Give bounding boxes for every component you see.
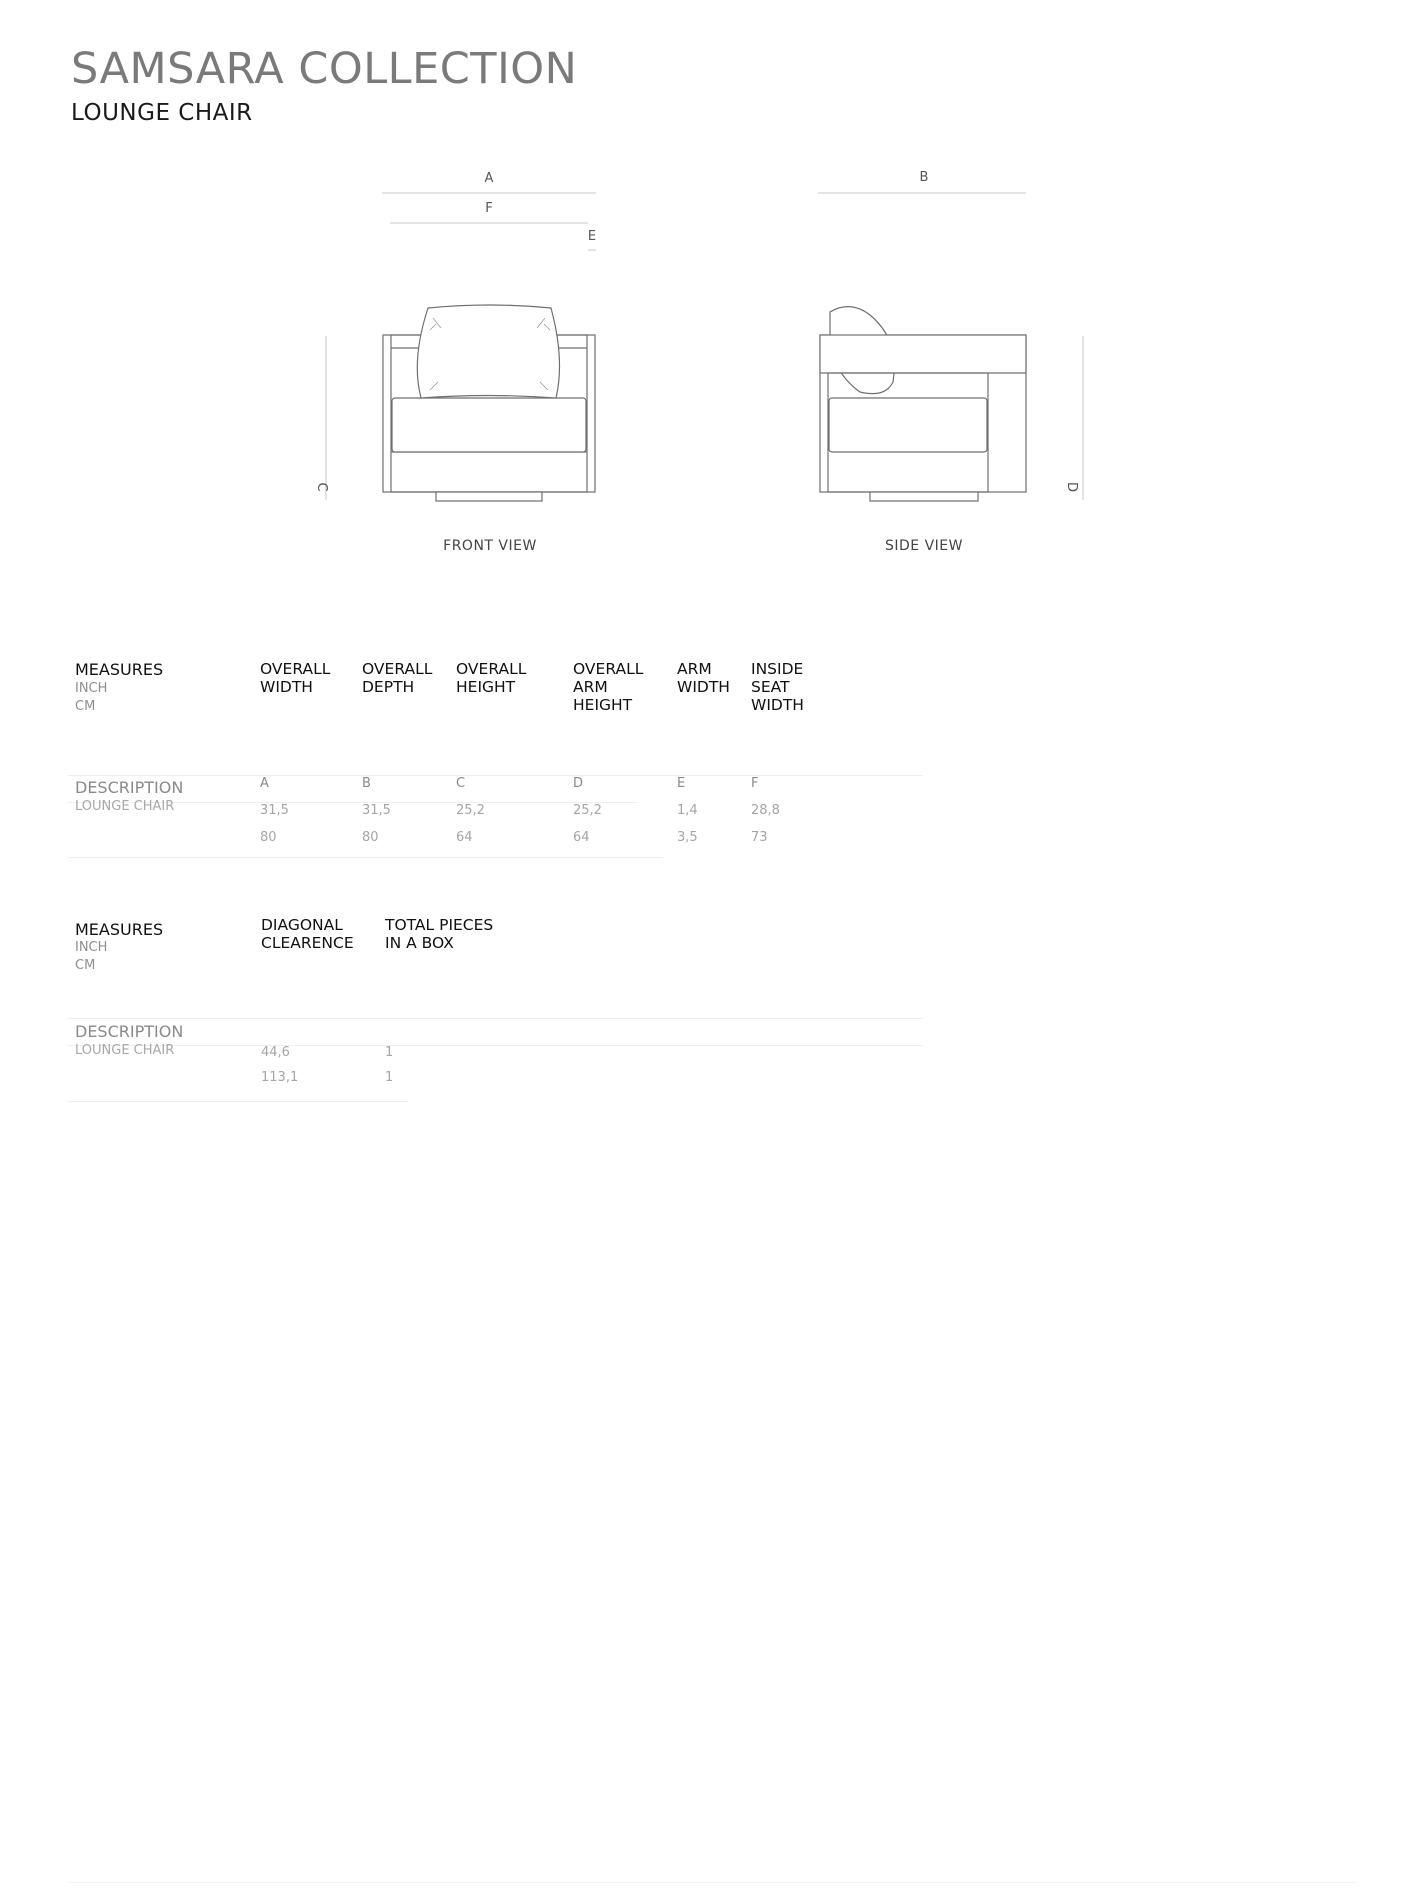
letter-cell: A [260, 776, 269, 791]
table-divider [68, 1045, 923, 1046]
description-label: DESCRIPTION [75, 1022, 184, 1041]
column-header-overall-width: OVERALL WIDTH [260, 660, 331, 696]
cm-value-cell: 73 [751, 830, 768, 845]
side-chair-base [870, 492, 978, 501]
product-label: LOUNGE CHAIR [75, 1043, 175, 1058]
table-divider [68, 775, 923, 776]
inch-value-cell: 44,6 [261, 1045, 290, 1060]
seat-cushion [392, 398, 586, 452]
column-header-inside-seat-width: INSIDE SEAT WIDTH [751, 660, 804, 714]
cm-value-cell: 80 [362, 830, 379, 845]
inch-label: INCH [75, 940, 108, 955]
inch-value-cell: 25,2 [456, 803, 485, 818]
dimension-label-e: E [587, 229, 597, 244]
collection-title: SAMSARA COLLECTION [71, 44, 578, 94]
cm-value-cell: 113,1 [261, 1070, 299, 1085]
cm-value-cell: 80 [260, 830, 277, 845]
product-subtitle: LOUNGE CHAIR [71, 100, 253, 126]
back-pillow [417, 305, 559, 398]
cm-label: CM [75, 958, 96, 973]
dimension-label-f: F [485, 201, 493, 216]
letter-cell: B [362, 776, 371, 791]
cm-label: CM [75, 699, 96, 714]
dimension-label-a: A [484, 171, 494, 186]
column-header-overall-height: OVERALL HEIGHT [456, 660, 527, 696]
measures-label: MEASURES [75, 920, 164, 939]
chair-base [436, 492, 542, 501]
table-divider [68, 857, 663, 858]
letter-cell: F [751, 776, 759, 791]
cm-value-cell: 1 [385, 1070, 394, 1085]
dimension-label-c: C [314, 482, 329, 492]
front-view-label: FRONT VIEW [443, 538, 537, 554]
inch-label: INCH [75, 681, 108, 696]
letter-cell: C [456, 776, 466, 791]
side-view-label: SIDE VIEW [885, 538, 963, 554]
description-label: DESCRIPTION [75, 778, 184, 797]
column-header-arm-width: ARM WIDTH [677, 660, 730, 696]
product-label: LOUNGE CHAIR [75, 799, 175, 814]
cm-value-cell: 64 [456, 830, 473, 845]
column-header-diagonal-clearence: DIAGONAL CLEARENCE [261, 916, 354, 952]
dimension-label-b: B [919, 170, 929, 185]
table-divider [68, 1018, 923, 1019]
inch-value-cell: 28,8 [751, 803, 780, 818]
footer-divider [68, 1882, 1358, 1883]
cm-value-cell: 3,5 [677, 830, 698, 845]
cm-value-cell: 64 [573, 830, 590, 845]
letter-cell: E [677, 776, 686, 791]
column-header-overall-arm-height: OVERALL ARM HEIGHT [573, 660, 644, 714]
dimension-label-d: D [1064, 481, 1079, 493]
inch-value-cell: 1,4 [677, 803, 698, 818]
letter-cell: D [573, 776, 584, 791]
arm-rest [820, 335, 1026, 373]
inch-value-cell: 31,5 [362, 803, 391, 818]
inch-value-cell: 31,5 [260, 803, 289, 818]
technical-drawing [0, 0, 1414, 620]
front-view-chair [383, 305, 595, 501]
inch-value-cell: 25,2 [573, 803, 602, 818]
side-view-chair [820, 307, 1026, 501]
table-divider [68, 1101, 408, 1102]
column-header-overall-depth: OVERALL DEPTH [362, 660, 433, 696]
side-seat-cushion [829, 398, 987, 452]
column-header-total-pieces: TOTAL PIECES IN A BOX [385, 916, 494, 952]
inch-value-cell: 1 [385, 1045, 394, 1060]
measures-label: MEASURES [75, 660, 164, 679]
